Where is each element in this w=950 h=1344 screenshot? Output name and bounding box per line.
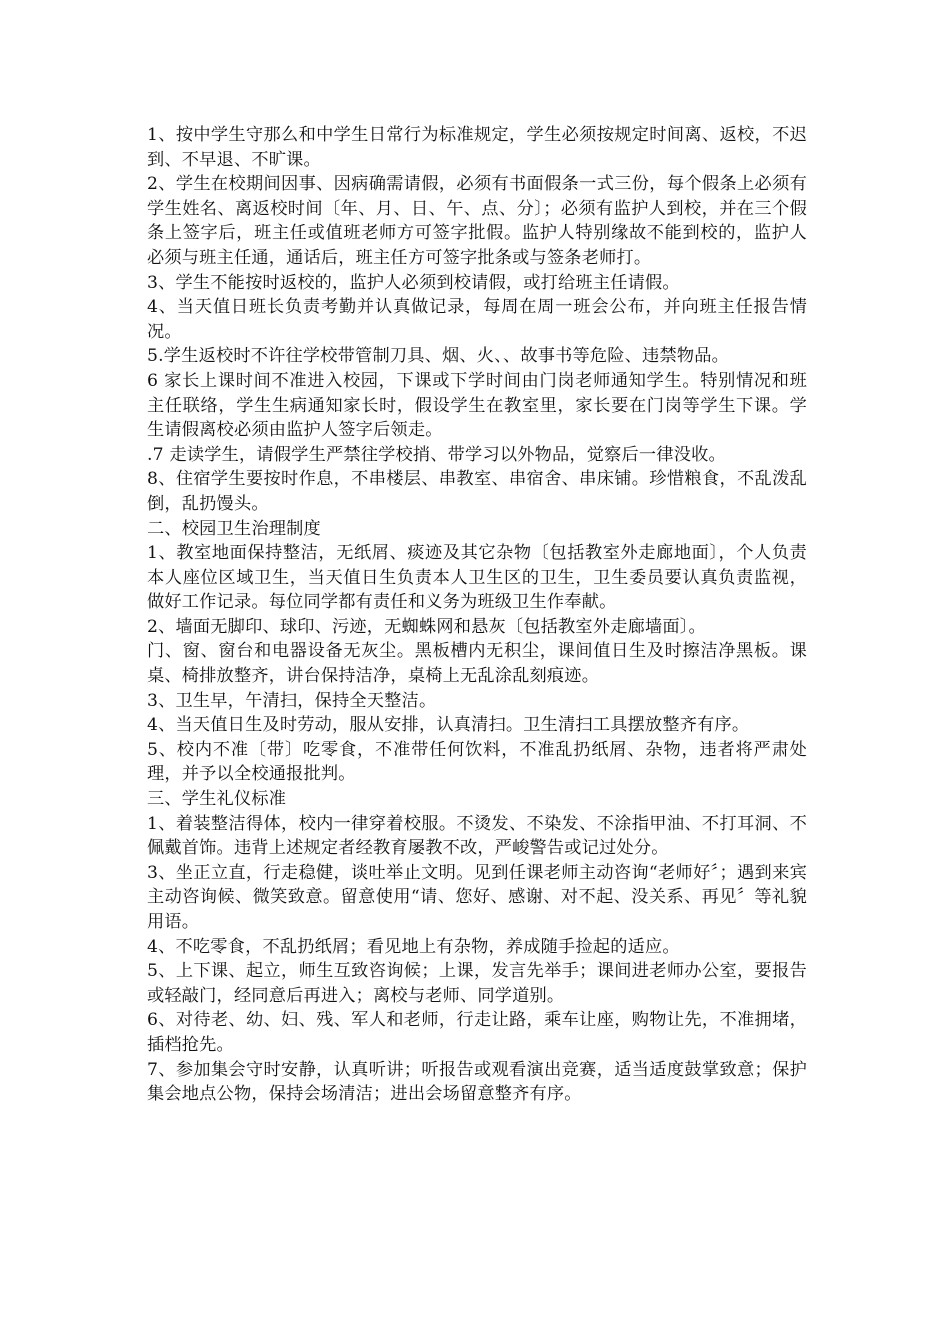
paragraph-rule-7: .7 走读学生，请假学生严禁往学校捎、带学习以外物品，觉察后一律没收。: [147, 444, 726, 465]
paragraph-hygiene-3: 3、卫生早，午清扫，保持全天整洁。: [147, 690, 437, 711]
paragraph-rule-6: 6 家长上课时间不准进入校园，下课或下学时间由门岗老师通知学生。特别情况和班主任联络，学生生病通知家长时，假设学生在教室里，家长要在门岗等学生下课。学生请假离校必须由监护人签字后领走。: [147, 370, 807, 441]
paragraph-etiquette-5: 5、上下课、起立，师生互致咨询候；上课，发言先举手；课间进老师办公室，要报告或轻敲门，经同意后再进入；离校与老师、同学道别。: [147, 961, 807, 1006]
paragraph-hygiene-1: 1、教室地面保持整洁，无纸屑、痰迹及其它杂物〔包括教室外走廊地面〕，个人负责本人座位区域卫生，当天值日生负责本人卫生区的卫生，卫生委员要认真负责监视，做好工作记录。每位同学都有责任和义务为班级卫生作奉献。: [147, 543, 807, 613]
paragraph-etiquette-3: 3、坐正立直，行走稳健，谈吐举止文明。见到任课老师主动咨询“老师好〞；遇到来宾主动咨询候、微笑致意。留意使用“请、您好、感谢、对不起、没关系、再见〞等礼貌用语。: [147, 862, 807, 932]
paragraph-rule-1: 1、按中学生守那么和中学生日常行为标准规定，学生必须按规定时间离、返校，不迟到、不早退、不旷课。: [147, 125, 807, 170]
paragraph-hygiene-2-cont: 门、窗、窗台和电器设备无灰尘。黑板槽内无积尘，课间值日生及时擦洁净黑板。课桌、椅排放整齐，讲台保持洁净，桌椅上无乱涂乱刻痕迹。: [147, 641, 807, 687]
section-heading-etiquette: 三、学生礼仪标准: [147, 789, 287, 810]
paragraph-hygiene-4: 4、当天值日生及时劳动，服从安排，认真清扫。卫生清扫工具摆放整齐有序。: [147, 715, 750, 736]
paragraph-etiquette-1: 1、着装整洁得体，校内一律穿着校服。不烫发、不染发、不涂指甲油、不打耳洞、不佩戴首饰。违背上述规定者经教育屡教不改，严峻警告或记过处分。: [147, 813, 807, 859]
paragraph-rule-3: 3、学生不能按时返校的，监护人必须到校请假，或打给班主任请假。: [147, 272, 680, 293]
paragraph-rule-2: 2、学生在校期间因事、因病确需请假，必须有书面假条一式三份，每个假条上必须有学生姓名、离返校时间〔年、月、日、午、点、分〕；必须有监护人到校，并在三个假条上签字后，班主任或值班老师方可签字批假。监护人特别缘故不能到校的，监护人必须与班主任通，通话后，班主任方可签字批条或与签条老师打。: [147, 174, 807, 268]
paragraph-etiquette-4: 4、不吃零食，不乱扔纸屑；看见地上有杂物，养成随手捡起的适应。: [147, 936, 680, 957]
paragraph-etiquette-7: 7、参加集会守时安静，认真听讲；听报告或观看演出竞赛，适当适度鼓掌致意；保护集会地点公物，保持会场清洁；进出会场留意整齐有序。: [147, 1059, 807, 1105]
paragraph-hygiene-2: 2、墙面无脚印、球印、污迹，无蜘蛛网和悬灰〔包括教室外走廊墙面〕。: [147, 616, 706, 637]
paragraph-rule-8: 8、住宿学生要按时作息，不串楼层、串教室、串宿舍、串床铺。珍惜粮食，不乱泼乱倒，乱扔馒头。: [147, 469, 807, 514]
paragraph-hygiene-5: 5、校内不准〔带〕吃零食，不准带任何饮料，不准乱扔纸屑、杂物，违者将严肃处理，并予以全校通报批判。: [147, 739, 807, 785]
paragraph-rule-5: 5.学生返校时不许往学校带管制刀具、烟、火、、故事书等危险、违禁物品。: [147, 346, 729, 367]
paragraph-rule-4: 4、当天值日班长负责考勤并认真做记录，每周在周一班会公布，并向班主任报告情况。: [147, 297, 807, 342]
paragraph-etiquette-6: 6、对待老、幼、妇、残、军人和老师，行走让路，乘车让座，购物让先，不准拥堵，插档抢先。: [147, 1010, 807, 1055]
document-body: [147, 123, 807, 1107]
section-heading-hygiene: 二、校园卫生治理制度: [147, 518, 321, 539]
